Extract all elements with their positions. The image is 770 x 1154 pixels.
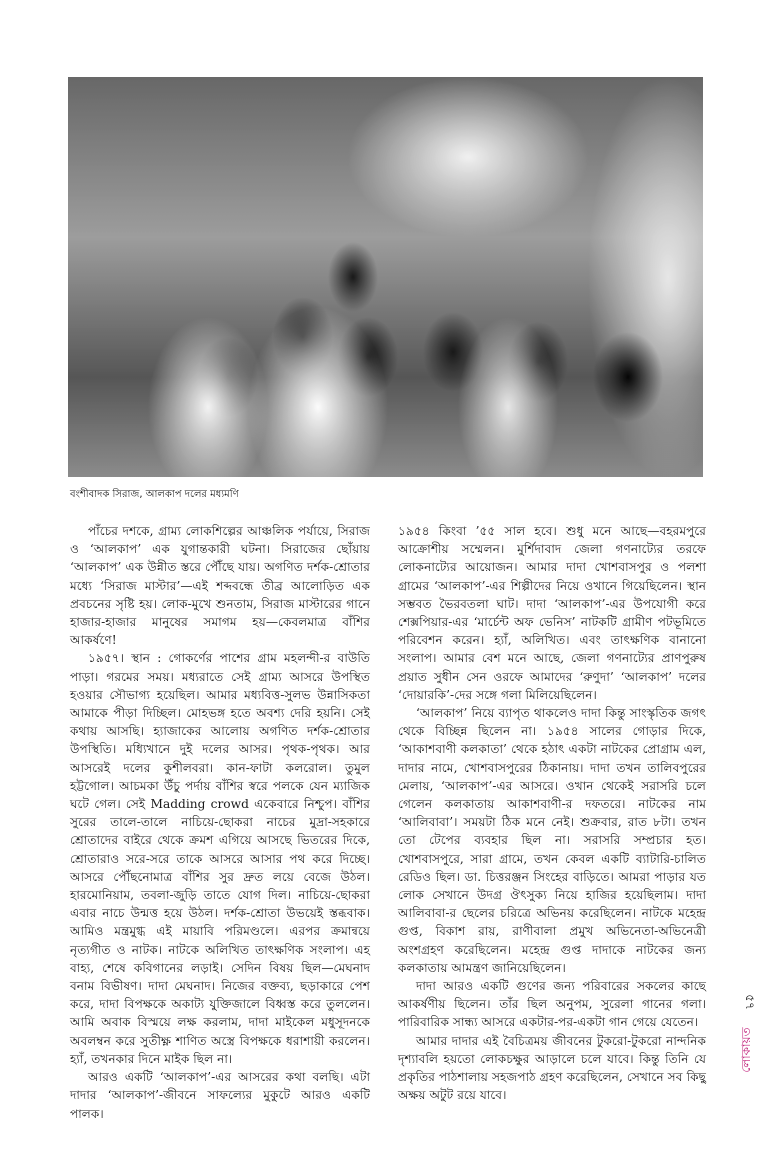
paragraph: দাদা আরও একটি গুণের জন্য পরিবারের সকলের কাছে আকর্ষণীয় ছিলেন। তাঁর ছিল অনুপম, সুরেলা গানের গলা। পারিবারিক সান্ধ্য আসরে একটার-পর-একটা গান গেয়ে যেতেন। <box>398 979 706 1030</box>
left-column <box>70 522 370 1123</box>
page-number: ৫৭ <box>742 994 757 1010</box>
group-photo <box>68 77 703 477</box>
paragraph: ১৯৫৪ কিংবা ’৫৫ সাল হবে। শুধু মনে আছে—বহরমপুরে আক্রোশীয় সম্মেলন। মুর্শিদাবাদ জেলা গণনাট্যের তরফে লোকনাট্যের আয়োজন। আমার দাদা খোশবাসপুর ও পলশা গ্রামের ‘আলকাপ’-এর শিল্পীদের নিয়ে ওখানে গিয়েছিলেন। স্থান সম্ভবত ভৈরবতলা ঘাট। দাদা ‘আলকাপ’-এর উপযোগী করে শেক্সপিয়ার-এর ‘মার্চেন্ট অফ ভেনিস’ নাটকটি গ্রামীণ পটভূমিতে পরিবেশন করেন। হ্যাঁ, অলিখিত। এবং তাৎক্ষণিক বানানো সংলাপ। আমার বেশ মনে আছে, জেলা গণনাট্যের প্রাণপুরুষ প্রয়াত সুধীন সেন ওরফে আমাদের ‘রুণুদা’ ‘আলকাপ’ দলের ‘দোয়ারকি’-দের সঙ্গে গলা মিলিয়েছিলেন। <box>398 524 706 702</box>
paragraph: ‘আলকাপ’ নিয়ে ব্যাপৃত থাকলেও দাদা কিন্তু সাংস্কৃতিক জগৎ থেকে বিচ্ছিন্ন ছিলেন না। ১৯৫৪ সালের গোড়ার দিকে, ‘আকাশবাণী কলকাতা’ থেকে হঠাৎ একটা নাটকের প্রোগ্রাম এল, দাদার নামে, খোশবাসপুরের ঠিকানায়। দাদা তখন তালিবপুরের মেলায়, ‘আলকাপ’-এর আসরে। ওখান থেকেই সরাসরি চলে গেলেন কলকাতায় আকাশবাণী-র দফতরে। নাটকের নাম ‘আলিবাবা’। সময়টা ঠিক মনে নেই। শুক্রবার, রাত ৮টা। তখন তো টেপের ব্যবহার ছিল না। সরাসরি সম্প্রচার হত। খোশবাসপুরে, সারা গ্রামে, তখন কেবল একটি ব্যাটারি-চালিত রেডিও ছিল। ডা. চিত্তরঞ্জন সিংহের বাড়িতে। আমরা পাড়ার যত লোক সেখানে উদগ্র ঔৎসুক্য নিয়ে হাজির হয়েছিলাম। দাদা আলিবাবা-র ছেলের চরিত্রে অভিনয় করেছিলেন। নাটকে মহেন্দ্র গুপ্ত, বিকাশ রায়, রাণীবালা প্রমুখ অভিনেতা-অভিনেত্রী অংশগ্রহণ করেছিলেন। মহেন্দ্র গুপ্ত দাদাকে নাটকের জন্য কলকাতায় আমন্ত্রণ জানিয়েছিলেন। <box>398 706 706 975</box>
photo-caption: বংশীবাদক সিরাজ, আলকাপ দলের মধ্যমণি <box>70 489 239 500</box>
paragraph: আমার দাদার এই বৈচিত্রময় জীবনের টুকরো-টুকরো নান্দনিক দৃশ্যাবলি হয়তো লোকচক্ষুর আড়ালে চলে যাবে। কিন্তু তিনি যে প্রকৃতির পাঠশালায় সহজপাঠ গ্রহণ করেছিলেন, সেখানে সব কিছু অক্ষয় অটুট রয়ে যাবে। <box>398 1033 706 1103</box>
paragraph: ১৯৫৭। স্থান : গোকর্ণের পাশের গ্রাম মহলন্দী-র বাউতি পাড়া। গরমের সময়। মধ্যরাতে সেই গ্রাম্য আসরে উপস্থিত হওয়ার সৌভাগ্য হয়েছিল। আমার মধ্যবিত্ত-সুলভ উন্নাসিকতা আমাকে পীড়া দিচ্ছিল। মোহভঙ্গ হতে অবশ্য দেরি হয়নি। সেই কথায় আসছি। হ্যাজাকের আলোয় অগণিত দর্শক-শ্রোতার উপস্থিতি। মধ্যিখানে দুই দলের আসর। পৃথক-পৃথক। আর আসরেই দলের কুশীলবরা। কান-ফাটা কলরোল। তুমুল হট্টগোল। আচমকা উঁচু পর্দায় বাঁশির স্বরে পলকে যেন ম্যাজিক ঘটে গেল। সেই Madding crowd একেবারে নিশ্চুপ। বাঁশির সুরের তালে-তালে নাচিয়ে-ছোকরা নাচের মুদ্রা-সহকারে শ্রোতাদের বাইরে থেকে ক্রমশ এগিয়ে আসছে ভিতরের দিকে, শ্রোতারাও সরে-সরে তাকে আসরে আসার পথ করে দিচ্ছে। আসরে পৌঁছনোমাত্র বাঁশির সুর দ্রুত লয়ে বেজে উঠল। হারমোনিয়াম, তবলা-জুড়ি তাতে যোগ দিল। নাচিয়ে-ছোকরা এবার নাচে উন্মত্ত হয়ে উঠল। দর্শক-শ্রোতা উভয়েই স্তব্ধবাক। আমিও মন্ত্রমুগ্ধ এই মায়াবি পরিমণ্ডলে। এরপর ক্রমান্বয়ে নৃত্যগীত ও নাটক। নাটকে অলিখিত তাৎক্ষণিক সংলাপ। এহ বাহ্য, শেষে কবিগানের লড়াই। সেদিন বিষয় ছিল—মেঘনাদ বনাম বিভীষণ। দাদা মেঘনাদ। নিজের বক্তব্য, ছড়াকারে পেশ করে, দাদা বিপক্ষকে অকাট্য যুক্তিজালে বিধ্বস্ত করে তুললেন। আমি অবাক বিস্ময়ে লক্ষ করলাম, দাদা মাইকেল মধুসূদনকে অবলম্বন করে সুতীক্ষ্ণ শাণিত অস্ত্রে বিপক্ষকে ধরাশায়ী করলেন। হ্যাঁ, তখনকার দিনে মাইক ছিল না। <box>70 651 370 1066</box>
right-column <box>398 522 706 1105</box>
paragraph: পাঁচের দশকে, গ্রাম্য লোকশিল্পের আঞ্চলিক পর্যায়ে, সিরাজ ও ‘আলকাপ’ এক যুগান্তকারী ঘটনা। সিরাজের ছোঁয়ায় ‘আলকাপ’ এক উন্নীত স্তরে পৌঁছে যায়। অগণিত দর্শক-শ্রোতার মধ্যে ‘সিরাজ মাস্টার’—এই শব্দবন্ধে তীব্র আলোড়িত এক প্রবচনের সৃষ্টি হয়। লোক-মুখে শুনতাম, সিরাজ মাস্টারের গানে হাজার-হাজার মানুষের সমাগম হয়—কেবলমাত্র বাঁশির আকর্ষণে! <box>70 524 370 648</box>
running-head: লোকায়ত <box>739 1027 753 1073</box>
paragraph: আরও একটি ‘আলকাপ’-এর আসরের কথা বলছি। এটা দাদার ‘আলকাপ’-জীবনে সাফল্যের মুকুটে আরও একটি পালক। <box>70 1070 370 1121</box>
